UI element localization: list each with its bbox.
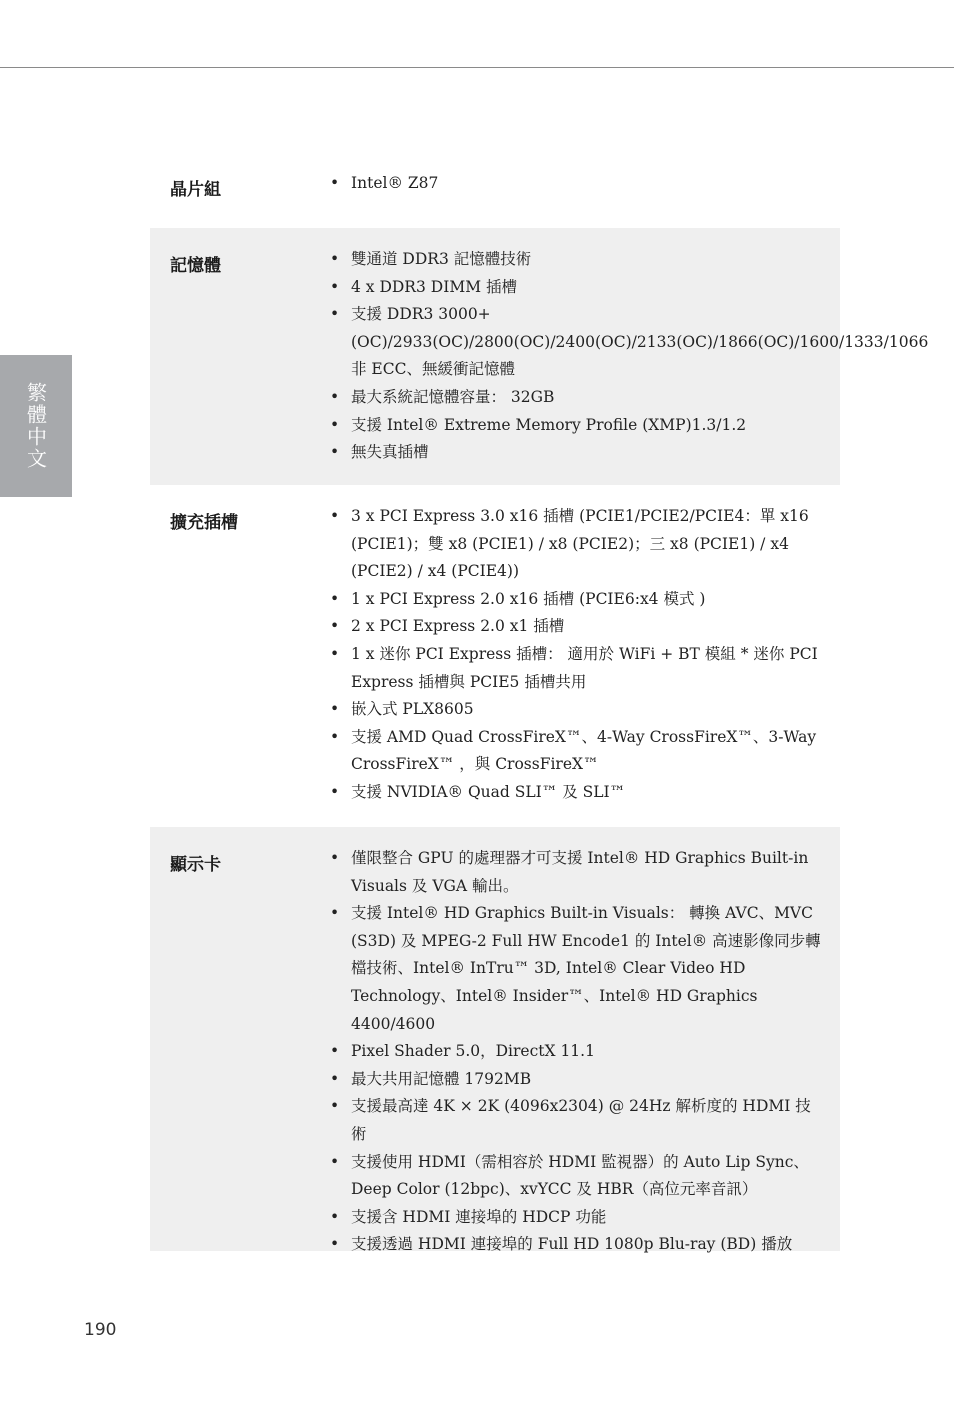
spec-row-expansion-slots xyxy=(150,485,840,827)
spec-list-graphics xyxy=(312,845,840,1254)
list-item: • 支援 Intel® Extreme Memory Profile (XMP)1.3/1.2 xyxy=(312,412,928,440)
spec-label-memory: 記憶體 xyxy=(170,256,221,276)
list-item: • 支援 DDR3 3000+(OC)/2933(OC)/2800(OC)/2400(OC)/2133(OC)/1866(OC)/1600/1333/1066 非 ECC、無緩衝記憶體 xyxy=(312,301,928,384)
top-rule xyxy=(0,67,954,68)
list-item: • 最大共用記憶體 1792MB xyxy=(312,1066,826,1094)
spec-row-memory xyxy=(150,228,929,485)
spec-label-graphics: 顯示卡 xyxy=(170,855,221,875)
spec-list-memory xyxy=(312,246,942,485)
list-item: • Pixel Shader 5.0，DirectX 11.1 xyxy=(312,1038,826,1066)
list-item: • 雙通道 DDR3 記憶體技術 xyxy=(312,246,928,274)
spec-list-expansion-slots xyxy=(312,503,840,827)
list-item: • 僅限整合 GPU 的處理器才可支援 Intel® HD Graphics Built-in Visuals 及 VGA 輸出。 xyxy=(312,845,826,900)
page-number: 190 xyxy=(84,1320,117,1340)
spec-label-expansion-slots: 擴充插槽 xyxy=(170,513,238,533)
list-item: • 最大系統記憶體容量： 32GB xyxy=(312,384,928,412)
list-item: • Intel® Z87 xyxy=(312,170,826,198)
spec-row-graphics xyxy=(150,827,840,1254)
list-item: • 3 x PCI Express 3.0 x16 插槽 (PCIE1/PCIE2/PCIE4：單 x16 (PCIE1)；雙 x8 (PCIE1) / x8 (PCIE2)；三 x8 (PCIE1) / x4 (PCIE2) / x4 (PCIE4)) xyxy=(312,503,826,586)
list-item: • 2 x PCI Express 2.0 x1 插槽 xyxy=(312,613,826,641)
list-item: • 支援 AMD Quad CrossFireX™、4-Way CrossFireX™、3-Way CrossFireX™ ，與 CrossFireX™ xyxy=(312,724,826,779)
list-item: • 支援透過 HDMI 連接埠的 Full HD 1080p Blu-ray (BD) 播放 xyxy=(312,1231,826,1259)
spec-label-chipset: 晶片組 xyxy=(170,180,221,200)
list-item: • 1 x PCI Express 2.0 x16 插槽 (PCIE6:x4 模式 ) xyxy=(312,586,826,614)
list-item: • 支援 NVIDIA® Quad SLI™ 及 SLI™ xyxy=(312,779,826,807)
list-item: • 支援使用 HDMI（需相容於 HDMI 監視器）的 Auto Lip Sync、Deep Color (12bpc)、xvYCC 及 HBR（高位元率音訊） xyxy=(312,1149,826,1204)
side-tab-label: 繁體中文 xyxy=(23,382,48,470)
list-item: • 4 x DDR3 DIMM 插槽 xyxy=(312,274,928,302)
list-item: • 1 x 迷你 PCI Express 插槽： 適用於 WiFi + BT 模組 * 迷你 PCI Express 插槽與 PCIE5 插槽共用 xyxy=(312,641,826,696)
list-item: • 支援最高達 4K × 2K (4096x2304) @ 24Hz 解析度的 HDMI 技術 xyxy=(312,1093,826,1148)
language-side-tab xyxy=(0,355,72,497)
spec-list-chipset xyxy=(312,170,840,200)
spec-table xyxy=(150,160,929,1254)
list-item: • 無失真插槽 xyxy=(312,439,928,467)
list-item: • 支援 Intel® HD Graphics Built-in Visuals： 轉換 AVC、MVC (S3D) 及 MPEG-2 Full HW Encode1 的 Intel® 高速影像同步轉檔技術、Intel® InTru™ 3D, Intel® Clear Video HD Technology、Intel® Insider™、Intel® HD Graphics 4400/4600 xyxy=(312,900,826,1038)
list-item: • 支援含 HDMI 連接埠的 HDCP 功能 xyxy=(312,1204,826,1232)
list-item: • 嵌入式 PLX8605 xyxy=(312,696,826,724)
spec-row-chipset xyxy=(150,160,840,228)
